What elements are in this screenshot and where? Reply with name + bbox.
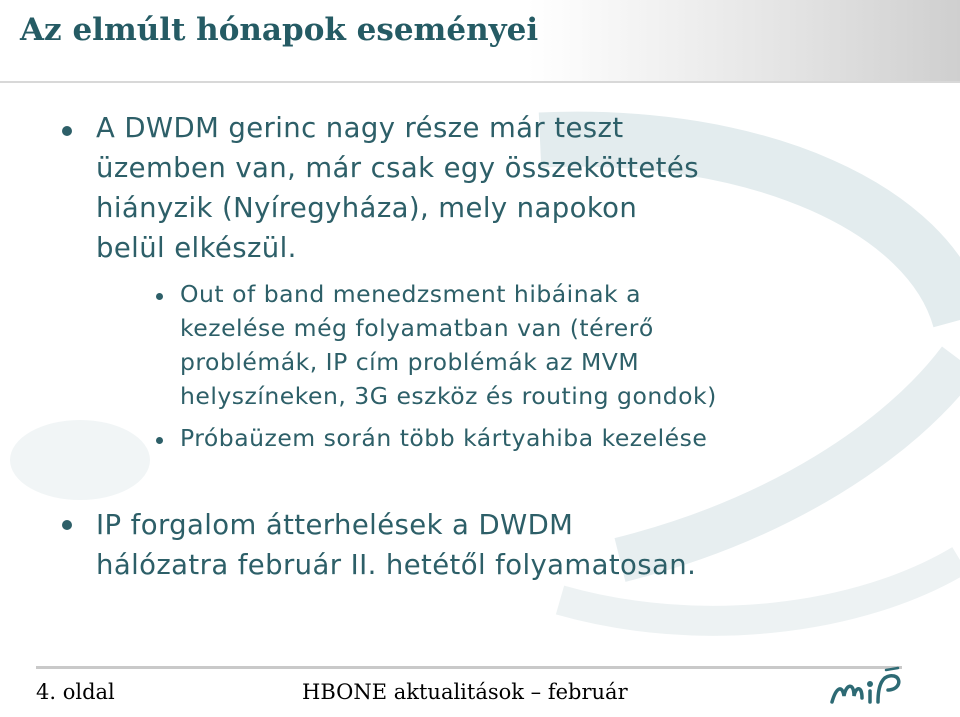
sub-bullet-1-line-2: kezelése még folyamatban van (térerő (180, 314, 654, 342)
bullet-1-line-2: üzemben van, már csak egy összeköttetés (96, 152, 699, 184)
bullet-2-line-2: hálózatra február II. hetétől folyamatosan. (96, 549, 697, 581)
sub-bullet-1-line-4: helyszíneken, 3G eszköz és routing gondok) (180, 382, 717, 410)
bullet-1-line-1: A DWDM gerinc nagy része már teszt (96, 112, 624, 144)
sub-bullet-1-line-1: Out of band menedzsment hibáinak a (180, 280, 641, 308)
sub-bullet-2-line-1: Próbaüzem során több kártyahiba kezelése (180, 424, 708, 452)
bullet-dot (62, 126, 72, 136)
sub-bullet-1 (180, 277, 717, 413)
sub-bullet-dot (156, 293, 163, 300)
bullet-2-line-1: IP forgalom átterhelések a DWDM (96, 509, 574, 541)
sub-bullet-dot (156, 437, 163, 444)
page-number: 4. oldal (36, 680, 115, 704)
bullet-1-line-3: hiányzik (Nyíregyháza), mely napokon (96, 192, 638, 224)
footer-title: HBONE aktualitások – február (302, 680, 628, 704)
sub-bullet-2 (180, 421, 707, 455)
bullet-dot (62, 520, 72, 530)
bullet-1 (96, 108, 699, 268)
bullet-2 (96, 505, 696, 585)
footer-divider (36, 666, 902, 669)
slide-title: Az elmúlt hónapok eseményei (20, 12, 539, 48)
sub-bullet-1-line-3: problémák, IP cím problémák az MVM (180, 348, 640, 376)
niif-logo-icon (828, 666, 904, 708)
bullet-1-line-4: belül elkészül. (96, 232, 297, 264)
